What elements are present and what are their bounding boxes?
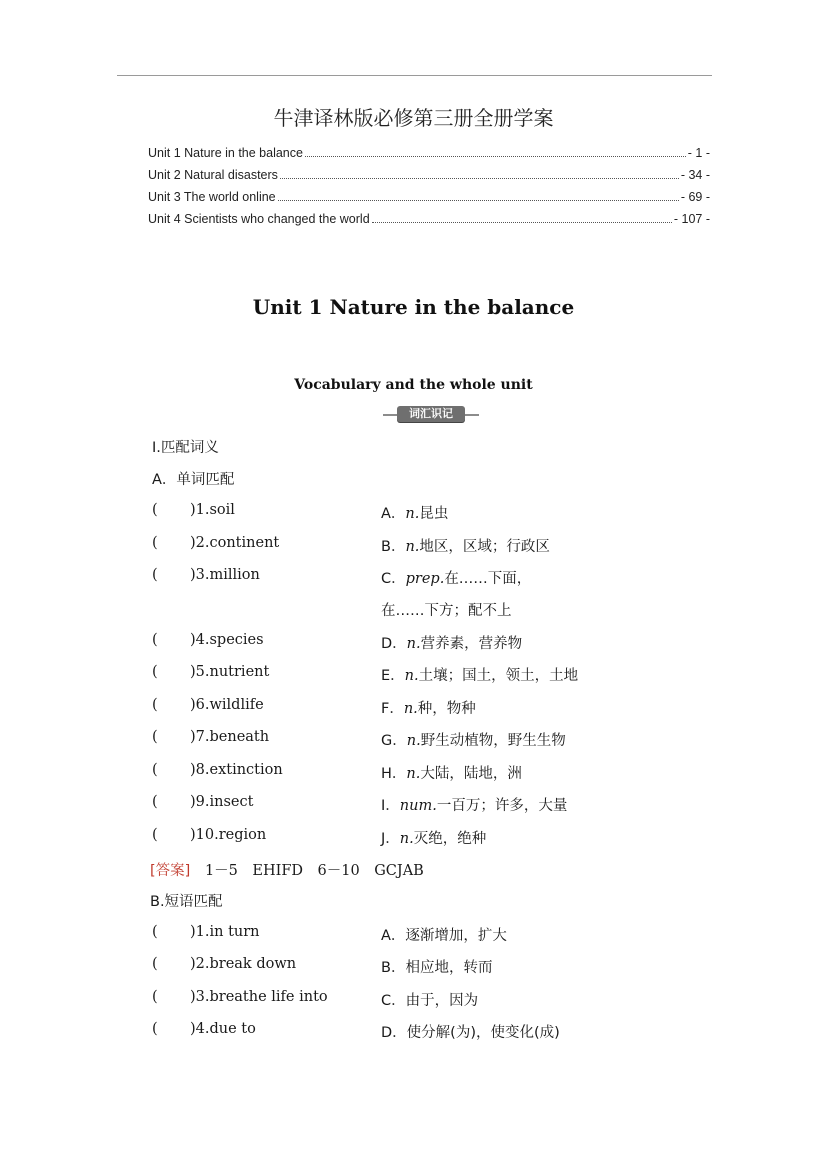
meaning-text: 地区，区域；行政区 xyxy=(419,539,550,555)
toc-leader-dots xyxy=(278,200,679,201)
toc-entry-page: - 34 - xyxy=(680,168,710,182)
answer-blank-paren[interactable]: ( xyxy=(152,535,158,551)
meaning-item-a xyxy=(381,502,448,523)
part-1-heading: Ⅰ.匹配词义 xyxy=(152,440,219,456)
toc-entry-page: - 1 - xyxy=(687,146,710,160)
meaning-text: 灭绝，绝种 xyxy=(413,831,487,847)
part-a-heading: A．单词匹配 xyxy=(152,472,235,488)
phrase-item-1: )1.in turn xyxy=(190,924,260,940)
toc-entry-unit-1[interactable] xyxy=(148,146,710,168)
part-of-speech: n. xyxy=(405,539,420,555)
part-of-speech: prep. xyxy=(405,571,445,587)
phrase-meaning-a xyxy=(381,924,507,945)
word-item-5: )5.nutrient xyxy=(190,664,270,680)
toc-entry-label: Unit 3 The world online xyxy=(148,190,276,204)
meaning-item-h xyxy=(381,762,522,783)
answer-label: [答案] xyxy=(150,863,191,879)
option-letter: D． xyxy=(381,636,407,652)
header-rule xyxy=(117,75,712,76)
answer-key xyxy=(150,859,424,880)
meaning-text: 野生动植物，野生生物 xyxy=(420,733,566,749)
answer-blank-paren[interactable]: ( xyxy=(152,697,158,713)
answer-blank-paren[interactable]: ( xyxy=(152,794,158,810)
meaning-item-i xyxy=(381,794,567,815)
answer-blank-paren[interactable]: ( xyxy=(152,989,158,1005)
meaning-item-e xyxy=(381,664,578,685)
option-letter: E． xyxy=(381,668,405,684)
word-item-2: )2.continent xyxy=(190,535,280,551)
phrase-meaning-d xyxy=(381,1021,560,1042)
answer-blank-paren[interactable]: ( xyxy=(152,664,158,680)
word-item-6: )6.wildlife xyxy=(190,697,264,713)
toc-entry-label: Unit 4 Scientists who changed the world xyxy=(148,212,370,226)
document-title: 牛津译林版必修第三册全册学案 xyxy=(273,106,554,130)
meaning-text: 种，物种 xyxy=(417,701,476,717)
part-of-speech: n. xyxy=(406,733,421,749)
option-letter: B． xyxy=(381,539,406,555)
toc-leader-dots xyxy=(372,222,672,223)
answer-blank-paren[interactable]: ( xyxy=(152,632,158,648)
meaning-text: 逐渐增加，扩大 xyxy=(405,928,507,944)
vocabulary-badge xyxy=(383,406,479,424)
part-of-speech: n. xyxy=(406,766,421,782)
meaning-text: 一百万；许多，大量 xyxy=(436,798,568,814)
answer-blank-paren[interactable]: ( xyxy=(152,729,158,745)
word-item-3: )3.million xyxy=(190,567,260,583)
meaning-item-f xyxy=(381,697,476,718)
phrase-meaning-c xyxy=(381,989,478,1010)
toc-entry-unit-3[interactable] xyxy=(148,190,710,212)
meaning-item-g xyxy=(381,729,566,750)
meaning-text: 由于，因为 xyxy=(405,993,479,1009)
meaning-text: 使分解(为)，使变化(成) xyxy=(406,1025,560,1041)
section-title: Vocabulary and the whole unit xyxy=(294,377,533,393)
meaning-item-b xyxy=(381,535,550,556)
part-of-speech: n. xyxy=(399,831,414,847)
badge-label: 词汇识记 xyxy=(397,406,465,422)
meaning-text: 相应地，转而 xyxy=(405,960,493,976)
phrase-item-4: )4.due to xyxy=(190,1021,256,1037)
part-of-speech: n. xyxy=(403,701,418,717)
phrase-item-2: )2.break down xyxy=(190,956,297,972)
phrase-meaning-b xyxy=(381,956,492,977)
option-letter: J． xyxy=(381,831,400,847)
part-b-heading: B.短语匹配 xyxy=(150,894,223,910)
meaning-text: 大陆，陆地，洲 xyxy=(420,766,522,782)
part-of-speech: num. xyxy=(399,798,437,814)
meaning-item-c xyxy=(381,567,531,588)
answer-blank-paren[interactable]: ( xyxy=(152,762,158,778)
option-letter: A． xyxy=(381,928,406,944)
word-item-10: )10.region xyxy=(190,827,267,843)
answer-blank-paren[interactable]: ( xyxy=(152,924,158,940)
option-letter: C． xyxy=(381,571,406,587)
meaning-item-j xyxy=(381,827,486,848)
option-letter: H． xyxy=(381,766,407,782)
toc-entry-unit-2[interactable] xyxy=(148,168,710,190)
word-item-1: )1.soil xyxy=(190,502,235,518)
unit-title: Unit 1 Nature in the balance xyxy=(252,295,575,319)
answer-blank-paren[interactable]: ( xyxy=(152,567,158,583)
word-item-4: )4.species xyxy=(190,632,264,648)
option-letter: C． xyxy=(381,993,406,1009)
option-letter: F． xyxy=(381,701,404,717)
meaning-item-d xyxy=(381,632,522,653)
toc-leader-dots xyxy=(305,156,686,157)
meaning-item-c-continued: 在……下方；配不上 xyxy=(381,603,512,619)
option-letter: G． xyxy=(381,733,407,749)
option-letter: I． xyxy=(381,798,400,814)
word-item-9: )9.insect xyxy=(190,794,254,810)
meaning-text: 土壤；国土，领土，土地 xyxy=(418,668,579,684)
toc-entry-label: Unit 2 Natural disasters xyxy=(148,168,278,182)
answer-blank-paren[interactable]: ( xyxy=(152,1021,158,1037)
part-of-speech: n. xyxy=(404,668,419,684)
word-item-8: )8.extinction xyxy=(190,762,283,778)
table-of-contents xyxy=(148,146,710,234)
toc-leader-dots xyxy=(280,178,679,179)
option-letter: D． xyxy=(381,1025,407,1041)
meaning-text: 营养素，营养物 xyxy=(420,636,523,652)
toc-entry-label: Unit 1 Nature in the balance xyxy=(148,146,303,160)
toc-entry-page: - 107 - xyxy=(673,212,710,226)
toc-entry-page: - 69 - xyxy=(680,190,710,204)
meaning-text: 在……下面， xyxy=(444,571,532,587)
option-letter: B． xyxy=(381,960,406,976)
phrase-item-3: )3.breathe life into xyxy=(190,989,328,1005)
word-item-7: )7.beneath xyxy=(190,729,270,745)
meaning-text: 昆虫 xyxy=(419,506,449,522)
option-letter: A． xyxy=(381,506,406,522)
answer-text: 1－5 EHIFD 6－10 GCJAB xyxy=(204,863,424,879)
answer-blank-paren[interactable]: ( xyxy=(152,502,158,518)
part-of-speech: n. xyxy=(406,636,421,652)
answer-blank-paren[interactable]: ( xyxy=(152,827,158,843)
toc-entry-unit-4[interactable] xyxy=(148,212,710,234)
answer-blank-paren[interactable]: ( xyxy=(152,956,158,972)
part-of-speech: n. xyxy=(405,506,420,522)
